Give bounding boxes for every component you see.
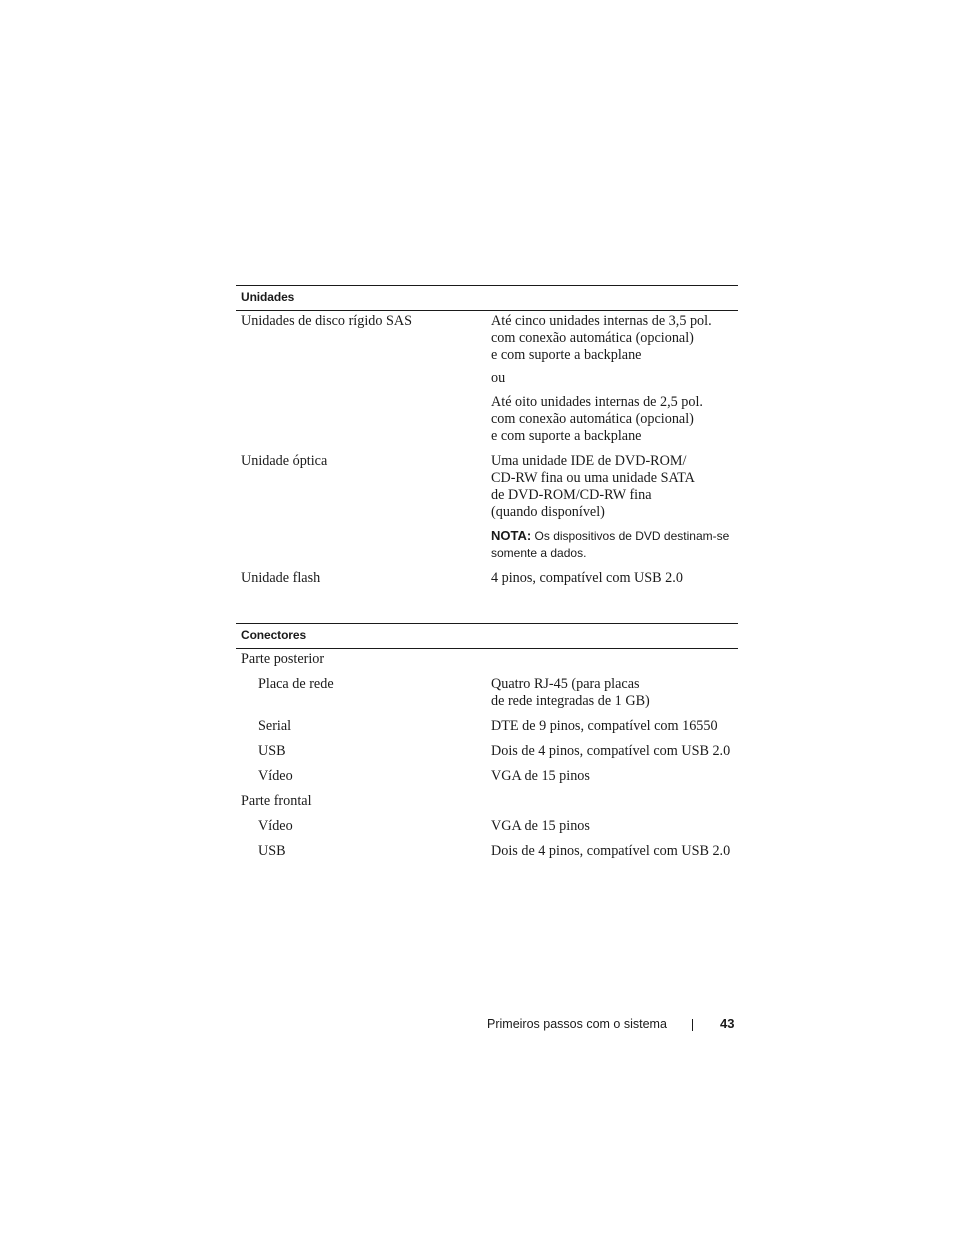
note-text-line2: somente a dados. bbox=[491, 546, 587, 560]
footer-separator bbox=[692, 1019, 693, 1031]
serial-label: Serial bbox=[258, 718, 292, 734]
conectores-heading: Conectores bbox=[241, 628, 307, 642]
placa-rede-value-line: de rede integradas de 1 GB) bbox=[491, 693, 650, 709]
posterior-usb-label: USB bbox=[258, 743, 286, 759]
page-number: 43 bbox=[720, 1016, 735, 1031]
placa-rede-value bbox=[491, 676, 650, 710]
frontal-video-value: VGA de 15 pinos bbox=[491, 818, 590, 834]
sas-value-b-line: Até oito unidades internas de 2,5 pol. bbox=[491, 394, 703, 410]
sas-value-a bbox=[491, 313, 712, 364]
footer-title: Primeiros passos com o sistema bbox=[487, 1017, 667, 1031]
conectores-top-rule bbox=[236, 623, 738, 624]
posterior-video-value: VGA de 15 pinos bbox=[491, 768, 590, 784]
optica-value-line: CD-RW fina ou uma unidade SATA bbox=[491, 470, 695, 486]
posterior-video-label: Vídeo bbox=[258, 768, 293, 784]
sas-label: Unidades de disco rígido SAS bbox=[241, 313, 413, 329]
unidades-top-rule bbox=[236, 285, 738, 286]
unidades-header-rule bbox=[236, 310, 738, 311]
optica-value-line: Uma unidade IDE de DVD-ROM/ bbox=[491, 453, 687, 469]
sas-value-b-line: com conexão automática (opcional) bbox=[491, 411, 694, 427]
placa-rede-value-line: Quatro RJ-45 (para placas bbox=[491, 676, 640, 692]
serial-value: DTE de 9 pinos, compatível com 16550 bbox=[491, 718, 718, 734]
frontal-usb-value: Dois de 4 pinos, compatível com USB 2.0 bbox=[491, 843, 731, 859]
conectores-header-rule bbox=[236, 648, 738, 649]
sas-or: ou bbox=[491, 370, 506, 386]
flash-label: Unidade flash bbox=[241, 570, 321, 586]
unidades-heading: Unidades bbox=[241, 290, 295, 304]
optica-note bbox=[491, 527, 729, 562]
sas-value-b bbox=[491, 394, 703, 445]
posterior-label: Parte posterior bbox=[241, 651, 325, 667]
frontal-usb-label: USB bbox=[258, 843, 286, 859]
optica-value bbox=[491, 453, 695, 521]
sas-value-a-line: Até cinco unidades internas de 3,5 pol. bbox=[491, 313, 712, 329]
note-text-line1: Os dispositivos de DVD destinam-se bbox=[531, 529, 730, 543]
optica-label: Unidade óptica bbox=[241, 453, 328, 469]
optica-value-line: de DVD-ROM/CD-RW fina bbox=[491, 487, 652, 503]
flash-value: 4 pinos, compatível com USB 2.0 bbox=[491, 570, 683, 586]
sas-value-b-line: e com suporte a backplane bbox=[491, 428, 642, 444]
optica-value-line: (quando disponível) bbox=[491, 504, 605, 520]
posterior-usb-value: Dois de 4 pinos, compatível com USB 2.0 bbox=[491, 743, 731, 759]
sas-value-a-line: com conexão automática (opcional) bbox=[491, 330, 694, 346]
note-label: NOTA: bbox=[491, 528, 532, 543]
frontal-video-label: Vídeo bbox=[258, 818, 293, 834]
placa-rede-label: Placa de rede bbox=[258, 676, 334, 692]
sas-value-a-line: e com suporte a backplane bbox=[491, 347, 642, 363]
frontal-label: Parte frontal bbox=[241, 793, 312, 809]
